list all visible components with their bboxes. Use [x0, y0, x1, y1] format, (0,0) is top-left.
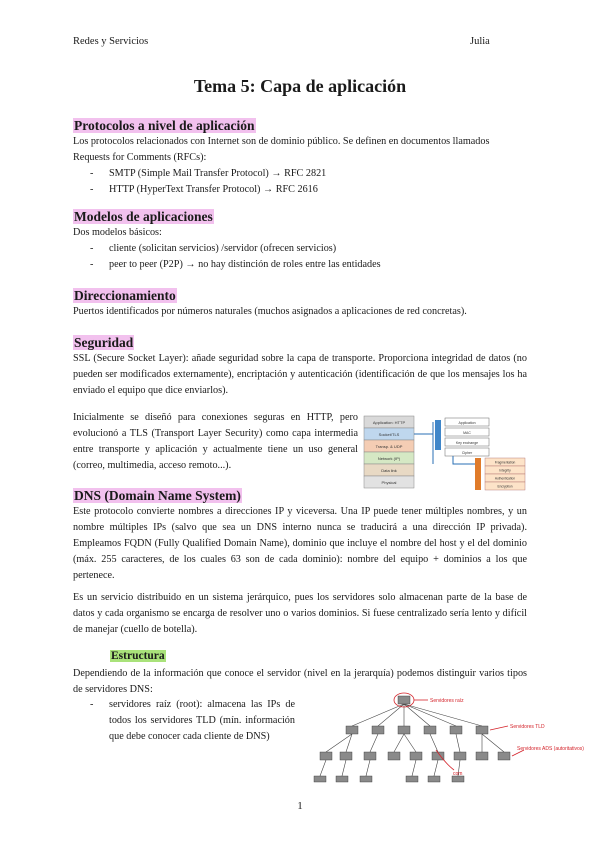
annotation-com: com — [453, 771, 463, 777]
annotation-root: Servidores raíz — [430, 698, 464, 704]
tls-sublayers-bottom — [485, 458, 525, 490]
section-heading-dns: DNS (Domain Name System) — [74, 488, 241, 503]
subsection-heading-estructura: Estructura — [111, 650, 165, 662]
sublayer-label: Authentication — [494, 476, 516, 481]
sublayer-label: MAC — [463, 431, 471, 435]
section-heading-protocolos: Protocolos a nivel de aplicación — [74, 118, 255, 133]
stack-layer-label: Data link — [381, 468, 397, 473]
page-title: Tema 5: Capa de aplicación — [193, 76, 407, 96]
dns-paragraph-1: Este protocolo convierte nombres a direcciones IP y viceversa. Una IP puede tener múltiples nombres, y un nombre múltiples IPs (salvo que sea un DNS interno nunca se traducirá a una dirección IP privada). Empleamos FQDN (Fully Qualified Domain Name), dominio que incluye el nombre del host y el del dominio (máx. 255 caracteres, de los cuales 63 son de cada dominio): nombre del equipo + dominios a los que pertenece. — [73, 506, 527, 581]
tree-edges — [320, 704, 504, 776]
tls-layers-figure — [363, 414, 527, 494]
annotation-auth: Servidores ADS (autoritativos) — [517, 746, 584, 752]
header-author: Julia — [470, 36, 490, 47]
section-heading-direccionamiento: Direccionamiento — [74, 288, 176, 303]
section-heading-seguridad: Seguridad — [74, 335, 134, 350]
seguridad-paragraph-1: SSL (Secure Socket Layer): añade seguridad sobre la capa de transporte. Proporciona integridad de datos (no pueden ser modificados externamente), encriptación y autenticación (identificación de que los mensajes los ha enviado el equipo que dice enviarlos). — [73, 353, 527, 396]
seguridad-paragraph-2: Inicialmente se diseñó para conexiones seguras en HTTP, pero evolucionó a TLS (Transport Layer Security) como capa intermedia entre transporte y aplicación y actualmente tiene un uso general (correo, multimedia, acceso remoto...). — [73, 412, 358, 471]
modelos-paragraph: Dos modelos básicos: — [73, 227, 162, 238]
sublayer-label: Application — [458, 421, 476, 425]
stack-layer-label: Physical — [381, 480, 397, 485]
annotation-tld: Servidores TLD — [510, 724, 545, 730]
stack-layer-label: Network (IP) — [377, 456, 401, 461]
sublayer-label: Cipher — [461, 451, 473, 455]
tree-nodes — [314, 696, 510, 782]
stack-layer-label: Transp. & UDP — [375, 444, 403, 449]
bracket-bar — [435, 420, 441, 450]
protocol-stack — [364, 416, 414, 488]
dns-hierarchy-figure — [312, 690, 584, 782]
sublayer-label: Key exchange — [455, 441, 479, 445]
stack-layer-label: Socket/TLS — [378, 432, 400, 437]
connector-line — [453, 456, 475, 464]
estructura-paragraph: Dependiendo de la información que conoce el servidor (nivel en la jerarquía) podemos distinguir varios tipos de servidores DNS: — [73, 668, 527, 695]
dns-paragraph-2: Es un servicio distribuido en un sistema jerárquico, pues los servidores solo almacenan parte de la base de datos y cada organismo se encarga de resolver uno o varios dominios. Si fuese centralizado sería lento y difícil de manejar (cuello de botella). — [73, 592, 527, 635]
protocolos-paragraph: Los protocolos relacionados con Internet son de dominio público. Se definen en documentos llamados Requests for Comments (RFCs): — [73, 136, 490, 163]
header-subject: Redes y Servicios — [73, 36, 149, 47]
stack-layer-label: Application: HTTP — [372, 420, 406, 425]
document-page: Redes y Servicios Julia Tema 5: Capa de aplicación Protocolos a nivel de aplicación Los protocolos relacionados con Internet son de dominio público. Se definen en documentos llamados Requests for Comments (RFCs): - SMTP (Simple Mail Transfer Protocol) → RFC 2821 - HTTP (HyperText Transfer Protocol) → RFC 2616 Modelos de aplicaciones Dos modelos básicos: - cliente (solicitan servicios) /servidor (ofrecen servicios) - peer to peer (P2P) → no hay distinción de roles entre las entidades Direccionamiento Puertos identificados por números naturales (muchos asignados a aplicaciones de red concretas). Seguridad SSL (Secure Socket Layer): añade seguridad sobre la capa de transporte. Proporciona integridad de datos (no pueden ser modificados externamente), encriptación y autenticación (identificación de que los mensajes los ha enviado el equipo que dice enviarlos). Inicialmente se diseñó para conexiones seguras en HTTP, pero evolucionó a TLS (Transport Layer Security) como capa intermedia entre transporte y aplicación y actualmente tiene un uso general (correo, multimedia, acceso remoto...). Application: HTTP Socket/TLS Transp. & UDP Network (IP) Data link Physical Application MAC Key exchange Cipher Fragmentation Integrity Authentication Encryption DNS (Domain Name System) Este protocolo convierte nombres a direcciones IP y viceversa. Una IP puede tener múltiples nombres, y un nombre múltiples IPs (salvo que sea un DNS interno nunca se traducirá a una dirección IP privada). Empleamos FQDN (Fully Qualified Domain Name), dominio que incluye el nombre del host y el del dominio (máx. 255 caracteres, de los cuales 63 son de cada dominio): nombre del equipo + dominios a los que pertenece. Es un servicio distribuido en un sistema jerárquico, pues los servidores solo almacenan parte de la base de datos y cada organismo se encarga de resolver uno o varios dominios. Si fuese centralizado sería lento y difícil de manejar (cuello de botella). Estructura Dependiendo de la información que conoce el servidor (nivel en la jerarquía) podemos distinguir varios tipos de servidores DNS: - servidores raíz (root): almacena las IPs de todos los servidores TLD (mín. información que debe conocer cada cliente de DNS) Servidores raíz Servidores TLD Servidores ADS (autoritativos) com 1 — [0, 0, 600, 848]
bracket-bar — [475, 458, 481, 490]
sublayer-label: Integrity — [499, 468, 511, 473]
page-number: 1 — [297, 800, 303, 812]
connector-line — [414, 422, 433, 464]
direccionamiento-paragraph: Puertos identificados por números naturales (muchos asignados a aplicaciones de red concretas). — [73, 306, 467, 317]
section-heading-modelos: Modelos de aplicaciones — [74, 209, 213, 224]
sublayer-label: Encryption — [497, 484, 513, 489]
sublayer-label: Fragmentation — [494, 460, 516, 465]
tls-sublayers-top — [445, 418, 489, 456]
